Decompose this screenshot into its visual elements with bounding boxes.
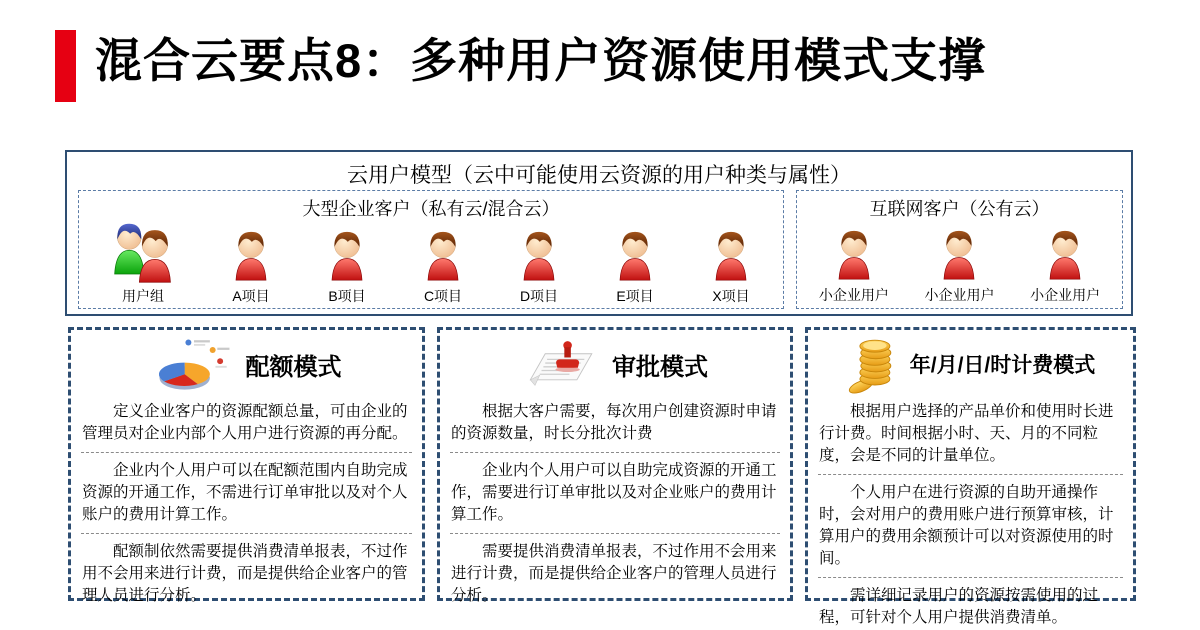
user-label: X项目 (712, 288, 750, 304)
user-label: 小企业用户 (1030, 287, 1101, 303)
user-icon (514, 227, 564, 285)
user-icon (1040, 226, 1090, 284)
user-label: D项目 (519, 288, 559, 304)
user-icon (610, 227, 660, 285)
approval-paragraph-2: 企业内个人用户可以自助完成资源的开通工作，需要进行订单审批以及对企业账户的费用计算工作。 (450, 452, 780, 533)
quota-paragraph-1: 定义企业客户的资源配额总量，可由企业的管理员对企业内部个人用户进行资源的再分配。 (82, 403, 408, 442)
internet-box-title: 互联网客户（公有云） (869, 199, 1050, 219)
enterprise-box-title: 大型企业客户（私有云/混合云） (302, 199, 560, 219)
user-item (106, 221, 180, 306)
quota-paragraph-2: 企业内个人用户可以在配额范围内自助完成资源的开通工作，不需进行订单审批以及对个人账户的费用计算工作。 (81, 452, 412, 533)
user-item (514, 227, 564, 306)
mode-box-billing (805, 327, 1136, 626)
user-label: 用户组 (122, 288, 164, 304)
user-item (610, 227, 660, 306)
billing-mode-title: 年/月/日/时计费模式 (909, 354, 1096, 377)
user-icon (706, 227, 756, 285)
user-item (924, 226, 994, 305)
user-icon (322, 227, 372, 285)
billing-paragraph-1: 根据用户选择的产品单价和使用时长进行计费。时间根据小时、天、月的不同粒度，会是不同的计量单位。 (819, 403, 1114, 464)
user-item (1030, 226, 1100, 305)
quota-mode-title: 配额模式 (245, 353, 342, 381)
user-item (706, 227, 756, 306)
user-model-title: 云用户模型（云中可能使用云资源的用户种类与属性） (347, 164, 851, 187)
quota-mode-header (81, 334, 412, 394)
user-label: 小企业用户 (818, 287, 889, 303)
user-item (418, 227, 468, 306)
slide-title: 混合云要点8：多种用户资源使用模式支撑 (95, 34, 987, 87)
user-label: 小企业用户 (924, 287, 995, 303)
enterprise-customers-box (78, 190, 784, 309)
mode-box-approval (437, 327, 793, 604)
internet-customers-box (796, 190, 1123, 309)
approval-paragraph-3: 需要提供消费清单报表，不过作用不会用来进行计费，而是提供给企业客户的管理人员进行分析。 (450, 533, 780, 614)
approval-mode-header (450, 334, 780, 394)
billing-mode-header (818, 334, 1123, 394)
user-icon (829, 226, 879, 284)
user-label: A项目 (232, 288, 270, 304)
user-icon (418, 227, 468, 285)
modes-row (68, 327, 1136, 626)
pie-chart-icon (152, 336, 236, 392)
user-item (322, 227, 372, 306)
gold-coins-icon (846, 334, 900, 394)
user-item (226, 227, 276, 306)
billing-paragraph-2: 个人用户在进行资源的自助开通操作时，会对用户的费用账户进行预算审核，计算用户的费用余额预计可以对资源使用的时间。 (818, 474, 1123, 577)
approval-paragraph-1: 根据大客户需要，每次用户创建资源时申请的资源数量，时长分批次计费 (451, 403, 777, 442)
user-label: C项目 (423, 288, 463, 304)
approval-mode-title: 审批模式 (612, 353, 708, 381)
internet-users-row (797, 221, 1122, 308)
title-accent-bar (55, 30, 76, 102)
user-icon (934, 226, 984, 284)
stamp-icon (522, 337, 602, 391)
user-item (819, 226, 889, 305)
user-icon (226, 227, 276, 285)
quota-paragraph-3: 配额制依然需要提供消费清单报表，不过作用不会用来进行计费，而是提供给企业客户的管理人员进行分析。 (81, 533, 412, 614)
cloud-user-model-panel (65, 150, 1133, 316)
user-label: B项目 (328, 288, 366, 304)
user-label: E项目 (616, 288, 654, 304)
enterprise-users-row (79, 221, 783, 309)
billing-paragraph-3: 需详细记录用户的资源按需使用的过程，可针对个人用户提供消费清单。 (818, 577, 1123, 630)
user-model-row (78, 190, 1123, 309)
user-group-icon (106, 221, 180, 285)
mode-box-quota (68, 327, 425, 604)
